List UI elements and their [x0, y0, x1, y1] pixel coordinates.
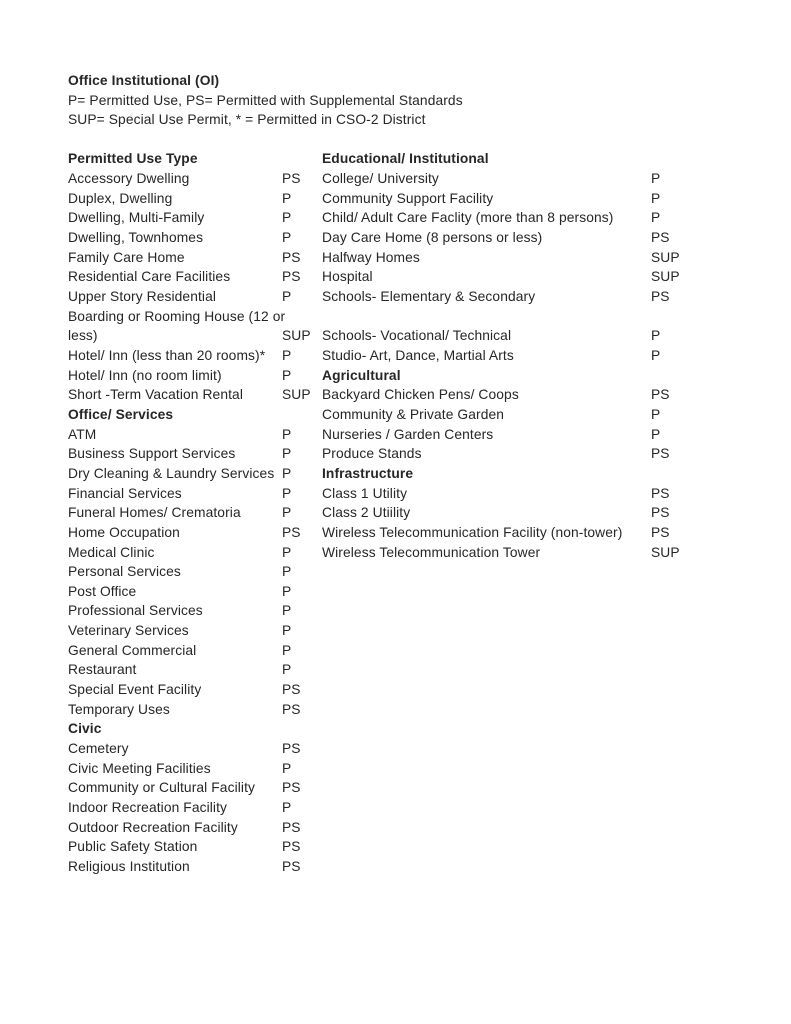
right-permit-code: [651, 366, 711, 386]
right-permit-code: SUP: [651, 544, 680, 560]
right-use-label: Community & Private Garden: [322, 406, 505, 422]
right-permit-code: P: [651, 426, 661, 442]
table-row: [68, 366, 728, 386]
table-row: [68, 149, 728, 169]
right-permit-code: PS: [651, 288, 670, 304]
left-use-label: Indoor Recreation Facility: [68, 800, 228, 816]
left-use-label: Special Event Facility: [68, 682, 202, 698]
left-use-label: Upper Story Residential: [68, 288, 217, 304]
right-use-label: Halfway Homes: [322, 249, 420, 265]
left-permit-code: P: [282, 505, 292, 521]
left-use-label: Dry Cleaning & Laundry Services: [68, 465, 275, 481]
right-permit-code: [651, 837, 711, 857]
left-permit-code: [282, 307, 322, 327]
table-row: [68, 346, 728, 366]
right-use-label: Studio- Art, Dance, Martial Arts: [322, 347, 514, 363]
permitted-use-table: [68, 149, 728, 876]
left-use-label: Public Safety Station: [68, 839, 198, 855]
left-use-label: Personal Services: [68, 564, 181, 580]
table-row: [68, 484, 728, 504]
left-permit-code: PS: [282, 171, 301, 187]
right-use-label: Produce Stands: [322, 446, 422, 462]
left-use-label: Veterinary Services: [68, 623, 189, 639]
right-permit-code: [651, 798, 711, 818]
table-row: [68, 326, 728, 346]
right-use-label: Day Care Home (8 persons or less): [322, 230, 543, 245]
left-use-label: Civic: [68, 721, 102, 737]
page-title: Office Institutional (OI): [68, 73, 220, 88]
left-use-label: Boarding or Rooming House (12 or: [68, 308, 286, 324]
right-use-label: Class 1 Utility: [322, 485, 408, 501]
right-permit-code: [651, 149, 711, 169]
table-row: [68, 798, 728, 818]
left-use-label: Medical Clinic: [68, 544, 155, 560]
right-permit-code: PS: [651, 505, 670, 521]
right-permit-code: [651, 680, 711, 700]
left-permit-code: PS: [282, 269, 301, 285]
table-row: [68, 425, 728, 445]
table-row: [68, 700, 728, 720]
table-row: [68, 837, 728, 857]
right-use-label: [322, 562, 651, 582]
left-permit-code: SUP: [282, 328, 311, 344]
left-permit-code: P: [282, 446, 292, 462]
left-permit-code: P: [282, 347, 292, 363]
table-row: [68, 778, 728, 798]
right-use-label: [322, 719, 651, 739]
left-permit-code: PS: [282, 741, 301, 757]
table-row: [68, 562, 728, 582]
right-use-label: Nurseries / Garden Centers: [322, 426, 494, 442]
left-use-label: Office/ Services: [68, 406, 174, 422]
left-permit-code: P: [282, 642, 292, 658]
right-use-label: Child/ Adult Care Faclity (more than 8 persons): [322, 210, 614, 226]
left-use-label: Home Occupation: [68, 524, 180, 540]
left-permit-code: P: [282, 603, 292, 619]
right-permit-code: [651, 307, 711, 327]
left-permit-code: P: [282, 230, 292, 245]
table-row: [68, 169, 728, 189]
table-row: [68, 228, 728, 248]
right-use-label: [322, 307, 651, 327]
right-use-label: Class 2 Utiility: [322, 505, 411, 521]
right-permit-code: [651, 700, 711, 720]
table-row: [68, 857, 728, 877]
left-use-label: Funeral Homes/ Crematoria: [68, 505, 241, 521]
right-permit-code: [651, 601, 711, 621]
table-row: [68, 464, 728, 484]
right-permit-code: SUP: [651, 249, 680, 265]
right-permit-code: P: [651, 328, 661, 344]
legend-line-2: SUP= Special Use Permit, * = Permitted in CSO-2 District: [68, 112, 426, 128]
right-use-label: [322, 660, 651, 680]
table-row: [68, 385, 728, 405]
left-use-label: Financial Services: [68, 485, 182, 501]
left-permit-code: P: [282, 662, 292, 678]
right-permit-code: [651, 621, 711, 641]
left-permit-code: SUP: [282, 387, 311, 403]
left-permit-code: P: [282, 800, 292, 816]
right-use-label: College/ University: [322, 171, 439, 187]
right-use-label: [322, 857, 651, 877]
table-row: [68, 208, 728, 228]
right-use-label: [322, 759, 651, 779]
table-row: [68, 444, 728, 464]
table-row: [68, 641, 728, 661]
table-row: [68, 267, 728, 287]
left-use-label: Permitted Use Type: [68, 151, 198, 167]
table-row: [68, 759, 728, 779]
right-use-label: [322, 700, 651, 720]
left-permit-code: PS: [282, 839, 301, 855]
left-permit-code: [282, 149, 322, 169]
table-row: [68, 189, 728, 209]
right-use-label: [322, 601, 651, 621]
right-permit-code: [651, 464, 711, 484]
left-use-label: Accessory Dwelling: [68, 171, 190, 187]
left-use-label: Hotel/ Inn (less than 20 rooms)*: [68, 347, 266, 363]
left-permit-code: PS: [282, 780, 301, 796]
right-use-label: Educational/ Institutional: [322, 151, 489, 167]
right-permit-code: P: [651, 347, 661, 363]
left-permit-code: P: [282, 583, 292, 599]
left-permit-code: P: [282, 760, 292, 776]
left-permit-code: P: [282, 623, 292, 639]
right-use-label: Schools- Elementary & Secondary: [322, 288, 536, 304]
left-use-label: Short -Term Vacation Rental: [68, 387, 243, 403]
right-use-label: [322, 582, 651, 602]
right-permit-code: [651, 562, 711, 582]
right-permit-code: P: [651, 406, 661, 422]
left-permit-code: P: [282, 367, 292, 383]
left-permit-code: P: [282, 485, 292, 501]
right-use-label: [322, 621, 651, 641]
left-permit-code: P: [282, 288, 292, 304]
left-use-label: General Commercial: [68, 642, 197, 658]
left-permit-code: [282, 719, 322, 739]
right-use-label: Infrastructure: [322, 465, 414, 481]
left-use-label: Family Care Home: [68, 249, 185, 265]
left-use-label: Dwelling, Multi-Family: [68, 210, 205, 226]
right-permit-code: [651, 857, 711, 877]
table-row: [68, 680, 728, 700]
right-permit-code: [651, 719, 711, 739]
left-use-label: Residential Care Facilities: [68, 269, 231, 285]
left-use-label: Hotel/ Inn (no room limit): [68, 367, 222, 383]
left-use-label: Religious Institution: [68, 859, 190, 874]
right-use-label: [322, 818, 651, 838]
left-use-label: ATM: [68, 426, 97, 442]
left-use-label: Temporary Uses: [68, 701, 170, 717]
right-use-label: [322, 680, 651, 700]
table-row: [68, 719, 728, 739]
left-permit-code: [282, 405, 322, 425]
right-permit-code: SUP: [651, 269, 680, 285]
right-permit-code: [651, 818, 711, 838]
left-use-label: less): [68, 328, 98, 344]
right-permit-code: PS: [651, 230, 670, 245]
left-use-label: Restaurant: [68, 662, 137, 678]
right-permit-code: [651, 582, 711, 602]
right-use-label: Community Support Facility: [322, 190, 494, 206]
right-permit-code: PS: [651, 524, 670, 540]
table-row: [68, 307, 728, 327]
right-permit-code: [651, 660, 711, 680]
right-permit-code: [651, 778, 711, 798]
right-use-label: [322, 641, 651, 661]
right-permit-code: P: [651, 190, 661, 206]
right-use-label: Agricultural: [322, 367, 401, 383]
left-permit-code: P: [282, 544, 292, 560]
table-row: [68, 582, 728, 602]
left-use-label: Community or Cultural Facility: [68, 780, 256, 796]
right-permit-code: [651, 739, 711, 759]
table-row: [68, 405, 728, 425]
left-permit-code: PS: [282, 524, 301, 540]
left-use-label: Outdoor Recreation Facility: [68, 819, 238, 835]
left-permit-code: PS: [282, 249, 301, 265]
legend-line-1: P= Permitted Use, PS= Permitted with Supplemental Standards: [68, 92, 463, 108]
left-use-label: Business Support Services: [68, 446, 236, 462]
left-permit-code: P: [282, 426, 292, 442]
left-permit-code: P: [282, 465, 292, 481]
document-page: [68, 71, 728, 877]
right-permit-code: [651, 759, 711, 779]
left-permit-code: P: [282, 190, 292, 206]
left-use-label: Duplex, Dwelling: [68, 190, 173, 206]
left-permit-code: PS: [282, 701, 301, 717]
table-row: [68, 287, 728, 307]
left-use-label: Cemetery: [68, 741, 129, 757]
table-row: [68, 543, 728, 563]
right-permit-code: P: [651, 210, 661, 226]
left-use-label: Civic Meeting Facilities: [68, 760, 211, 776]
left-use-label: Dwelling, Townhomes: [68, 230, 204, 245]
left-permit-code: P: [282, 210, 292, 226]
right-use-label: [322, 798, 651, 818]
left-permit-code: P: [282, 564, 292, 580]
left-use-label: Professional Services: [68, 603, 203, 619]
right-use-label: [322, 778, 651, 798]
table-row: [68, 523, 728, 543]
table-row: [68, 739, 728, 759]
table-row: [68, 660, 728, 680]
right-permit-code: P: [651, 171, 661, 187]
right-use-label: Backyard Chicken Pens/ Coops: [322, 387, 519, 403]
right-use-label: Wireless Telecommunication Tower: [322, 544, 541, 560]
table-row: [68, 503, 728, 523]
right-use-label: Schools- Vocational/ Technical: [322, 328, 512, 344]
right-use-label: [322, 837, 651, 857]
table-row: [68, 601, 728, 621]
table-row: [68, 621, 728, 641]
left-permit-code: PS: [282, 819, 301, 835]
table-row: [68, 248, 728, 268]
right-use-label: Hospital: [322, 269, 373, 285]
left-permit-code: PS: [282, 682, 301, 698]
right-permit-code: [651, 641, 711, 661]
right-use-label: Wireless Telecommunication Facility (non-tower): [322, 524, 623, 540]
right-use-label: [322, 739, 651, 759]
left-use-label: Post Office: [68, 583, 137, 599]
right-permit-code: PS: [651, 446, 670, 462]
left-permit-code: PS: [282, 859, 301, 874]
table-row: [68, 818, 728, 838]
right-permit-code: PS: [651, 485, 670, 501]
right-permit-code: PS: [651, 387, 670, 403]
